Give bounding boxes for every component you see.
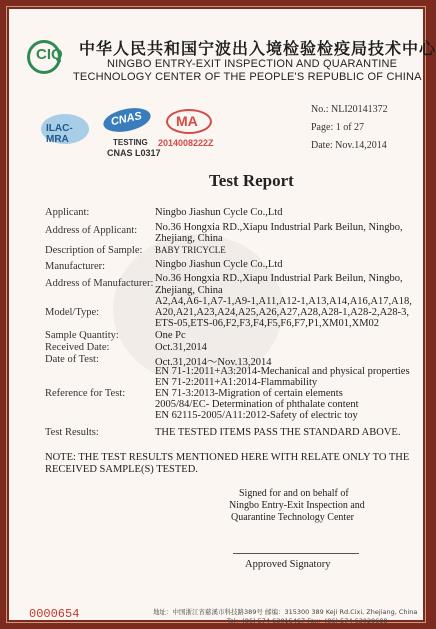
note-line1: NOTE: THE TEST RESULTS MENTIONED HERE WITH RELATE ONLY TO THE [45, 452, 410, 463]
chinese-title: 中华人民共和国宁波出入境检验检疫局技术中心 [79, 39, 436, 58]
english-title-line2: TECHNOLOGY CENTER OF THE PEOPLE'S REPUBLIC OF CHINA [73, 71, 422, 83]
cnas-testing-label: TESTING [113, 138, 148, 147]
field-value-reference-2: EN 71-2:2011+A1:2014-Flammability [155, 377, 318, 388]
field-label-reference: Reference for Test: [45, 388, 126, 399]
field-value-received: Oct.31,2014 [155, 342, 207, 353]
field-value-reference-3: EN 71-3:2013-Migration of certain elements [155, 388, 343, 399]
field-value-results: THE TESTED ITEMS PASS THE STANDARD ABOVE. [155, 427, 401, 438]
cnas-number: CNAS L0317 [107, 148, 161, 158]
field-label-address-applicant: Address of Applicant: [45, 225, 138, 236]
field-value-applicant: Ningbo Jiashun Cycle Co.,Ltd [155, 207, 283, 218]
cnas-logo: CNAS [101, 104, 153, 135]
field-value-model-3: ETS-05,ETS-06,F2,F3,F4,F5,F6,F7,P1,XM01,XM02 [155, 318, 380, 329]
page-number: Page: 1 of 27 [311, 122, 365, 133]
field-label-results: Test Results: [45, 427, 99, 438]
cma-logo: MA [166, 109, 212, 134]
field-value-reference-4: 2005/84/EC- Determination of phthalate content [155, 399, 359, 410]
cma-number: 2014008222Z [158, 138, 214, 148]
field-value-date-test: Oct.31,2014～Nov.13,2014 [155, 357, 272, 368]
ilac-mra-logo: ILAC-MRA [41, 114, 89, 144]
field-value-reference-5: EN 62115-2005/A11:2012-Safety of electric toy [155, 410, 358, 421]
field-label-quantity: Sample Quantity: [45, 330, 119, 341]
field-label-description: Description of Sample: [45, 245, 143, 256]
approved-signatory: Approved Signatory [245, 559, 331, 570]
field-value-quantity: One Pc [155, 330, 186, 341]
report-date: Date: Nov.14,2014 [311, 140, 387, 151]
field-value-description: BABY TRICYCLE [155, 245, 226, 255]
field-value-model-2: A20,A21,A23,A24,A25,A26,A27,A28,A28-1,A28-2,A28-3, [155, 307, 410, 318]
field-value-address-applicant-1: No.36 Hongxia RD.,Xiapu Industrial Park Beilun, Ningbo, [155, 222, 403, 233]
footer-address: 地址：中国浙江省慈溪市科技路389号 邮编：315300 389 Keji Rd.Cixi, Zhejiang, China [153, 608, 418, 616]
field-label-applicant: Applicant: [45, 207, 90, 218]
field-label-manufacturer: Manufacturer: [45, 261, 106, 272]
signed-line2: Ningbo Entry-Exit Inspection and [229, 500, 365, 511]
field-value-address-manufacturer-1: No.36 Hongxia RD.,Xiapu Industrial Park Beilun, Ningbo, [155, 273, 403, 284]
serial-number: 0000654 [29, 607, 80, 621]
field-value-address-manufacturer-2: Zhejiang, China [155, 285, 223, 296]
signature-line [233, 553, 359, 554]
field-label-received: Received Date: [45, 342, 110, 353]
field-label-date-test: Date of Test: [45, 354, 99, 365]
signed-line3: Quarantine Technology Center [231, 512, 354, 523]
note-line2: RECEIVED SAMPLE(S) TESTED. [45, 464, 198, 475]
ciq-logo [27, 40, 61, 74]
footer-phone: Tel：(86) 574 63015467 Fax：(86) 574 63029698 [227, 617, 388, 625]
field-value-address-applicant-2: Zhejiang, China [155, 233, 223, 244]
field-value-manufacturer: Ningbo Jiashun Cycle Co.,Ltd [155, 259, 283, 270]
ciq-logo-text: CIQ [36, 46, 63, 63]
field-value-model-1: A2,A4,A6-1,A7-1,A9-1,A11,A12-1,A13,A14,A16,A17,A18, [155, 296, 412, 307]
field-label-model: Model/Type: [45, 307, 100, 318]
field-value-reference-1: EN 71-1:2011+A3:2014-Mechanical and physical properties [155, 366, 410, 377]
report-title: Test Report [209, 171, 294, 190]
field-label-address-manufacturer: Address of Manufacturer: [45, 278, 154, 289]
english-title-line1: NINGBO ENTRY-EXIT INSPECTION AND QUARANTINE [107, 58, 398, 70]
signed-line1: Signed for and on behalf of [239, 488, 349, 499]
report-number: No.: NLI20141372 [311, 104, 388, 115]
report-paper [9, 9, 436, 625]
